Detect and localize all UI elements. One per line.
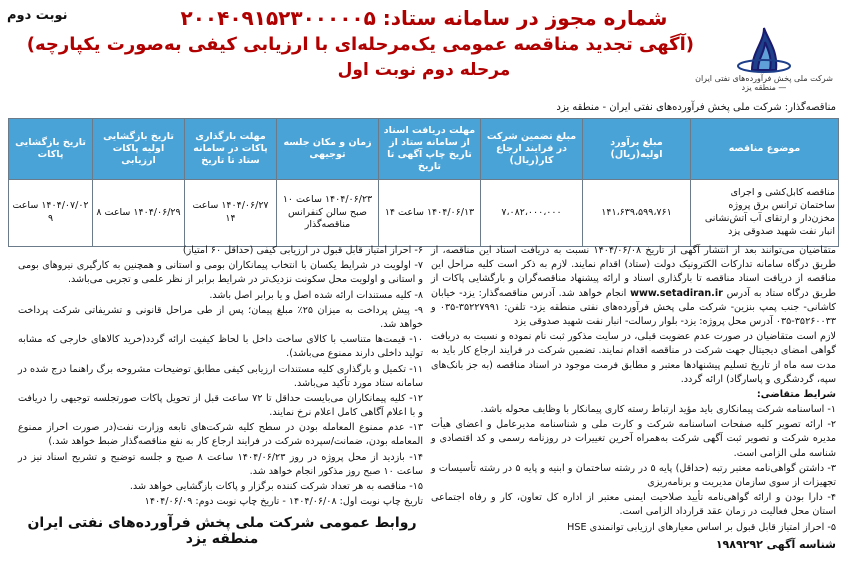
conditions-title: شرایط متقاضی: [756, 388, 836, 400]
issuer-line: مناقصه‌گذار: شرکت ملی پخش فرآورده‌های نفتی ایران - منطقه یزد [556, 102, 836, 113]
table-row [9, 180, 839, 247]
permit-number-title: شماره مجوز در سامانه ستاد: ۲۰۰۴۰۹۱۵۲۳۰۰۰۰۰۵ [180, 6, 668, 30]
list-item: ۱۵- مناقصه به هر تعداد شرکت کننده برگزار و پاکات بازگشایی خواهد شد. [129, 481, 423, 492]
list-item: ۱۱- تکمیل و بارگذاری کلیه مستندات ارزیابی کیفی مطابق توضیحات مشروحه برگ راهنما درج شده در سامانه ستاد مورد تأکید می‌باشد. [18, 363, 423, 389]
table-header-cell: مبلغ برآورد اولیه(ریال) [583, 119, 691, 180]
table-header-cell: موضوع مناقصه [691, 119, 839, 180]
list-item: ۱۴- بازدید از محل پروژه در روز ۱۴۰۴/۰۶/۲۳ ساعت ۸ صبح و جلسه توضیح و تشریح اسناد نیز در ساعت ۱۰ صبح روز مذکور انجام خواهد شد. [18, 451, 424, 477]
company-logo [694, 22, 834, 102]
edition-label: نوبت دوم [7, 8, 68, 23]
list-item: ۸- کلیه مستندات ارائه شده اصل و یا برابر اصل باشد. [209, 289, 423, 301]
table-header-row [9, 119, 839, 180]
list-item: ۶- احراز امتیاز قابل قبول در ارزیابی کیفی (حداقل ۶۰ امتیاز) [182, 245, 423, 256]
table-cell: ۱۴۰۴/۰۷/۰۲ ساعت ۹ [9, 180, 93, 247]
print-dates: تاریخ چاپ نوبت اول: ۱۴۰۴/۰۶/۰۸ - تاریخ چاپ نوبت دوم: ۱۴۰۴/۰۶/۰۹ [144, 496, 423, 508]
list-item: ۳- داشتن گواهی‌نامه معتبر رتبه (حداقل) پایه ۵ در رشته ساختمان و ابنیه و پایه ۵ در رشته تأسیسات و تجهیزات از سوی سازمان مدیریت و برنامه‌ریزی [431, 462, 836, 488]
table-header-cell: مهلت بارگذاری پاکات در سامانه ستاد تا تاریخ [185, 119, 277, 180]
list-item: ۱۲- کلیه پیمانکاران می‌بایست حداقل تا ۷۲ ساعت قبل از تحویل پاکات صورتجلسه توجیهی را دریافت و با اعلام آگاهی کامل اعلام نرخ نمایند. [18, 392, 423, 419]
public-relations-signature: روابط عمومی شرکت ملی پخش فرآورده‌های نفتی ایران منطقه یزد [27, 515, 417, 547]
left-text-column [18, 244, 423, 510]
list-item: ۴- دارا بودن و ارائه گواهی‌نامه تأیید صلاحیت ایمنی معتبر از اداره کل تعاون، کار و رفاه اجتماعی استان محل فعالیت در زمان عقد قرارداد الزامی است. [431, 492, 836, 518]
table-cell: ۱۴۰۴/۰۶/۲۹ ساعت ۸ [93, 180, 185, 247]
table-cell: ۱۴۰۴/۰۶/۲۳ ساعت ۱۰ صبح سالن کنفرانس مناقصه‌گذار [277, 180, 379, 247]
list-item: ۵- احراز امتیاز قابل قبول بر اساس معیارهای ارزیابی توانمندی HSE [567, 521, 836, 533]
tender-table [8, 118, 839, 247]
table-header-cell: زمان و مکان جلسه توجیهی [277, 119, 379, 180]
nioc-flame-logo-icon [694, 22, 834, 74]
table-cell: ۷،۰۸۲،۰۰۰،۰۰۰ [481, 180, 583, 247]
stage-title: مرحله دوم نوبت اول [337, 60, 511, 80]
table-cell: مناقصه کابل‌کشی و اجرای ساختمان ترانس برق پروژه مخزن‌دار و ارتقای آب آتش‌نشانی انبار نفت شهید صدوقی یزد [691, 180, 839, 247]
intro-text: متقاضیان می‌توانند بعد از انتشار آگهی از تاریخ ۱۴۰۴/۰۶/۰۸ نسبت به دریافت اسناد این مناقصه، از طریق درگاه سامانه تدارکات الکترونیک دولت (ستاد) اقدام نمایند. لازم به ذکر است کلیه مراحل این مناقصه از دریافت اسناد مناقصه تا بارگذاری اسناد و ارائه پیشنهاد مناقصه‌گران و بارگشایی پاکات از طریق درگاه ستاد به آدرس [431, 245, 836, 299]
tender-type-title: (آگهی تجدید مناقصه عمومی یک‌مرحله‌ای با ارزیابی کیفی به‌صورت یکپارچه) [26, 34, 694, 55]
list-item: ۱۳- عدم ممنوع المعامله بودن در سطح کلیه شرکت‌های تابعه وزارت نفت(در صورت احراز ممنوع المعامله بودن، ضمانت/سپرده شرکت در فرایند ارجاع کار به نفع مناقصه‌گذار ضبط خواهد شد.) [18, 422, 423, 448]
table-header-cell: تاریخ بازگشایی پاکات [9, 119, 93, 180]
list-item: ۹- پیش پرداخت به میزان ۲۵٪ مبلغ پیمان؛ پس از طی مراحل قانونی و تشریفاتی شرکت پرداخت خواهد شد. [18, 304, 423, 330]
ad-id: شناسه آگهی ۱۹۸۹۲۹۲ [715, 538, 836, 551]
table-cell: ۱۴۰۴/۰۶/۱۳ ساعت ۱۴ [379, 180, 481, 247]
list-item: ۲- ارائه تصویر کلیه صفحات اساسنامه شرکت و کارت ملی و شناسنامه مدیرعامل و اعضای هیأت مدیره شرکت و تصویر ثبت آگهی شرکت به‌همراه آخرین تغییرات در روزنامه رسمی و کد اقتصادی و شناسه ملی الزامی است. [431, 419, 836, 459]
logo-caption: شرکت ملی پخش فرآورده‌های نفتی ایران — منطقه یزد [695, 74, 833, 92]
list-item: ۱۰- قیمت‌ها متناسب با کالای ساخت داخل با لحاظ کیفیت ارائه گردد(خرید کالاهای خارجی که مشابه تولید داخلی دارند ممنوع می‌باشد). [18, 334, 423, 360]
setad-website-link[interactable]: www.setadiran.ir [630, 287, 723, 299]
list-item: ۱- اساسنامه شرکت پیمانکاری باید مؤید ارتباط رسته کاری پیمانکار با وظایف محوله باشد. [480, 404, 836, 416]
table-header-cell: مهلت دریافت اسناد از سامانه ستاد از تاریخ چاپ آگهی تا تاریخ [379, 119, 481, 180]
table-header-cell: مبلغ تضمین شرکت در فرایند ارجاع کار(ریال) [481, 119, 583, 180]
intro-paragraph [431, 244, 836, 329]
intro-paragraph-3: لازم است متقاضیان در صورت عدم عضویت قبلی، در سایت مذکور ثبت نام نموده و نسبت به دریافت گواهی امضای دیجیتال جهت شرکت در مناقصه اقدام نمایند. تضمین شرکت در فرایند ارجاع کار باید به مدت سه ماه از تاریخ تسلیم پیشنهادها معتبر و مطابق فرمت موجود در اسناد مناقصه (به جز بانک‌های سپه، گردشگری و پاسارگاد) ارائه گردد. [431, 331, 836, 385]
list-item: ۷- اولویت در شرایط یکسان با انتخاب پیمانکاران بومی و استانی و همچنین به کارگیری نیروهای بومی و استانی و اولویت محل سکونت نزدیک‌تر در شرایط برابر از نظر علمی و تجربی می‌باشد. [18, 260, 423, 286]
table-cell: ۱۴۰۴/۰۶/۲۷ ساعت ۱۴ [185, 180, 277, 247]
advertisement-page [4, 4, 842, 565]
table-cell: ۱۴۱،۶۳۹،۵۹۹،۷۶۱ [583, 180, 691, 247]
intro-text-2: انجام خواهد شد. آدرس مناقصه‌گذار: یزد- خیابان کاشانی- جنب پمپ بنزین- شرکت ملی پخش فرآورده‌های نفتی منطقه یزد- تلفن: ۳۵۲۲۷۹۹۱-۰۳۵ و ۳۵۲۶۰۰۳۳-۰۳۵ آدرس محل پروژه: یزد- بلوار رسالت- انبار نفت شهید صدوقی یزد [431, 287, 836, 327]
right-text-column [431, 244, 836, 536]
table-header-cell: تاریخ بازگشایی اولیه پاکات ارزیابی [93, 119, 185, 180]
